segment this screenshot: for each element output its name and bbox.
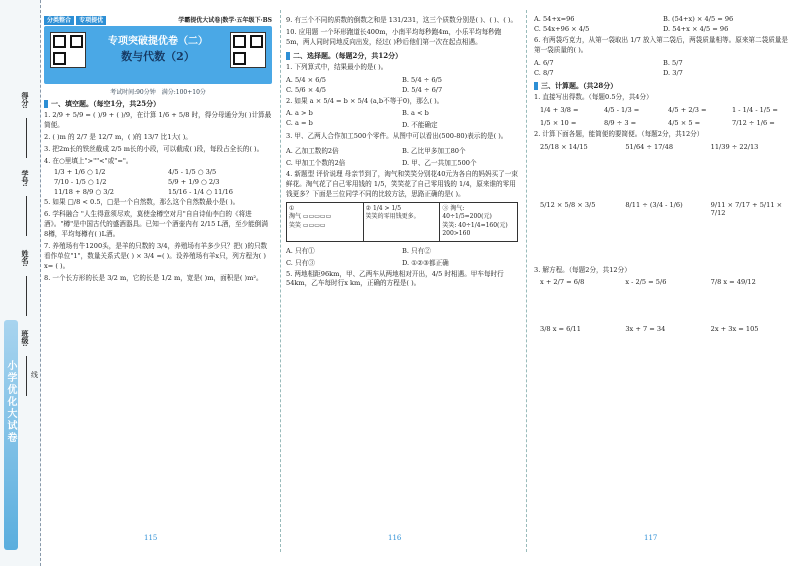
tag-1: 分类整合 (44, 16, 74, 25)
calc-item: 5/12 × 5/8 × 3/5 (540, 200, 596, 209)
options (534, 14, 792, 34)
question: 2. ( )m 的 2/7 是 12/7 m，( )的 13/7 比1大( )。 (44, 132, 192, 141)
column-3 (534, 14, 792, 548)
calc-grid (540, 143, 792, 263)
id-label: 学号: (21, 170, 30, 187)
binding-strip (0, 0, 41, 566)
section-title: 一、填空题。（每空1分，共25分） (44, 99, 272, 109)
calc-item: 51/64 ÷ 17/48 (625, 142, 674, 151)
options (286, 75, 518, 95)
cut-line-mark: 线 (31, 371, 38, 379)
question: 3. 甲、乙两人合作加工500个零件。从图中可以看出(500-80)表示的是( )。 (286, 132, 508, 141)
equation-item: 3/8 x = 6/11 (540, 325, 581, 334)
question: 5. 两地相距96km，甲、乙两车从两地相对开出，4/5 时相遇。甲车每时行54km，乙车每时行x km，正确的方程是( )。 (286, 269, 504, 288)
compare-item: 1/3 + 1/6 ○ 1/2 (54, 168, 106, 177)
compare-item: 15/16 - 1/4 ○ 11/16 (168, 188, 233, 197)
question: 1. 2/9 + 5/9 = ( )/9 + ( )/9，在计算 1/6 + 5/8 时，得分母通分为( )计算最简便。 (44, 111, 272, 129)
calc-item: 4/5 × 5 = (668, 118, 701, 127)
question: 9. 有三个不同的质数的倒数之和是 131/231，这三个质数分别是( )、( )、( )。 (286, 16, 518, 24)
header (44, 14, 272, 24)
compare-grid (54, 168, 272, 196)
question: 2. 如果 a × 5/4 = b × 5/4 (a,b不等于0)，那么( )。 (286, 96, 444, 105)
equation-item: x - 2/5 = 5/6 (625, 278, 667, 287)
option: B. 5/7 (663, 58, 683, 67)
brand-band-text: 小学优化大试卷 (5, 360, 16, 444)
question: 8. 一个长方形的长是 3/2 m，它的长是 1/2 m，宽是( )m，面积是( )m²。 (44, 273, 263, 282)
calc-item: 8/9 ÷ 3 = (604, 118, 637, 127)
question: 6. 有两袋巧克力，从第一袋取出 1/7 放入第二袋后，两袋质量相等。原来第二袋质量是第一袋质量的( )。 (534, 36, 788, 54)
equation-item: x + 2/7 = 6/8 (540, 278, 585, 287)
option: C. 5/6 × 4/5 (286, 85, 326, 94)
question: 2. 计算下面各题，能简便的要简便。（每题2分，共12分） (534, 129, 704, 138)
option: A. a > b (286, 109, 313, 118)
question: 5. 如果 □/8 < 0.5，□是一个自然数，那么这个自然数最小是( )。 (44, 198, 240, 207)
option: A. 5/4 × 6/5 (286, 75, 326, 84)
calc-item: 1/5 × 10 = (540, 118, 577, 127)
option: D. 5/4 ÷ 6/7 (402, 85, 443, 94)
section-title: 二、选择题。（每题2分，共12分） (286, 51, 518, 61)
option: A. 乙加工数的2倍 (286, 147, 339, 156)
option: C. 54x+96 × 4/5 (534, 25, 590, 33)
compare-item: 4/5 - 1/5 ○ 3/5 (168, 168, 217, 177)
question: 10. 应用题 一个环形跑道长400m，小南平均每秒跑4m，小乐平均每秒跑5m，两人同时同地反向出发，经过( )秒后他们第一次在起点相遇。 (286, 27, 502, 46)
option: A. 6/7 (534, 58, 554, 67)
calc-item: 8/11 ÷ (3/4 - 1/6) (625, 200, 683, 209)
method-3: ③ 淘气: 40÷1/5=200(元) 笑笑: 40÷1/4=160(元) 200>160 (442, 205, 508, 238)
option: D. 54+x × 4/5 = 96 (663, 25, 729, 33)
option: D. 不能确定 (402, 121, 438, 130)
equation-grid (540, 278, 792, 368)
option: D. 3/7 (663, 68, 683, 77)
question: 3. 解方程。（每题2分，共12分） (534, 265, 631, 274)
compare-item: 7/10 - 1/5 ○ 1/2 (54, 178, 107, 187)
calc-grid (540, 106, 792, 127)
column-2 (286, 14, 518, 548)
page-number: 117 (644, 534, 658, 542)
title-banner (44, 26, 272, 84)
method-2: ② 1/4 > 1/5 笑笑的零用钱更多。 (364, 203, 441, 241)
option: A. 54+x=96 (534, 15, 575, 23)
page-number: 115 (144, 534, 158, 542)
question: 1. 直接写出得数。（每题0.5分，共4分） (534, 92, 653, 101)
compare-item: 5/9 + 1/9 ○ 2/3 (168, 178, 220, 187)
question: 6. 学科融合 "人生得意须尽欢，莫使金樽空对月"自自诗仙李白的《将进酒》。"樽"是中国古代的盛酒器具。已知一个酒壶内有 2/15 L酒，至少能倒满8樽，平均每樽有( )L酒。 (44, 210, 268, 239)
tag-2: 专项提优 (76, 16, 106, 25)
option: A. 只有① (286, 246, 315, 255)
option: D. 甲、乙一共加工500个 (402, 159, 477, 168)
calc-item: 9/11 × 7/17 + 5/11 × 7/12 (710, 200, 783, 217)
question: 1. 下列算式中，结果最小的是( )。 (286, 62, 388, 71)
calc-item: 1/4 + 3/8 = (540, 105, 579, 114)
section-title: 三、计算题。（共28分） (534, 81, 792, 91)
options (286, 144, 518, 168)
option: C. 甲加工个数的2倍 (286, 159, 346, 168)
name-label: 姓名: (21, 250, 30, 267)
calc-item: 25/18 × 14/15 (540, 142, 588, 151)
option: B. 5/4 ÷ 6/5 (402, 75, 442, 84)
page-title: 专项突破提优卷（二） (108, 36, 208, 47)
option: B. 乙比甲多加工80个 (402, 147, 466, 156)
option: B. 只有② (402, 246, 431, 255)
compare-item: 11/18 + 8/9 ○ 3/2 (54, 188, 114, 197)
page-subtitle: 数与代数（2） (121, 50, 195, 63)
class-label: 班级: (21, 330, 30, 347)
option: B. a < b (402, 109, 429, 118)
column-1 (44, 14, 272, 548)
options (286, 108, 518, 130)
page-number: 116 (388, 534, 402, 542)
equation-item: 7/8 x = 49/12 (710, 278, 756, 287)
score-label: 得分: (21, 92, 30, 109)
option: C. 只有③ (286, 258, 315, 267)
question: 4. 新题型 评价说理 母亲节到了，淘气和笑笑分别花40元为各自的妈妈买了一束鲜花。淘气花了自己零用钱的 1/5，笑笑花了自己零用钱的 1/4，原来谁的零用钱更多？下面是三位同学不同的比较方法，思路正确的是( )。 (286, 170, 518, 199)
option: D. ①②③都正确 (402, 258, 449, 267)
equation-item: 3x + 7 = 34 (625, 325, 666, 334)
method-table (286, 202, 518, 242)
calc-item: 1 - 1/4 - 1/5 = (732, 105, 778, 114)
options (534, 58, 792, 78)
series-title: 学霸提优大试卷|数学·五年级下·BS (178, 16, 272, 24)
question: 3. 把2m长的铁丝截成 2/5 m长的小段，可以截成( )段，每段占全长的( )。 (44, 144, 264, 153)
question: 7. 养殖场有牛1200头，是羊的只数的 3/4，养殖场有羊多少只？把( )的只数看作单位"1"，数量关系式是( ) × 3/4 =( )。设养殖场有羊x只，列方程为( ) x= ( )。 (44, 242, 268, 270)
option: B. (54+x) × 4/5 = 96 (663, 15, 734, 23)
option: C. a = b (286, 119, 313, 128)
question: 4. 在○里填上">""<"或"="。 (44, 156, 133, 165)
calc-item: 7/12 ÷ 1/6 = (732, 118, 775, 127)
exam-meta: 考试时间:90分钟 满分:100+10分 (110, 89, 206, 96)
calc-item: 4/5 - 1/3 = (604, 105, 640, 114)
options (286, 244, 518, 268)
calc-item: 11/39 ÷ 22/13 (710, 142, 759, 151)
calc-item: 4/5 + 2/3 = (668, 105, 707, 114)
equation-item: 2x + 3x = 105 (710, 325, 759, 334)
method-1: ① 淘气 ▭▭▭▭▭ 笑笑 ▭▭▭▭ (287, 203, 364, 241)
option: C. 8/7 (534, 68, 554, 77)
